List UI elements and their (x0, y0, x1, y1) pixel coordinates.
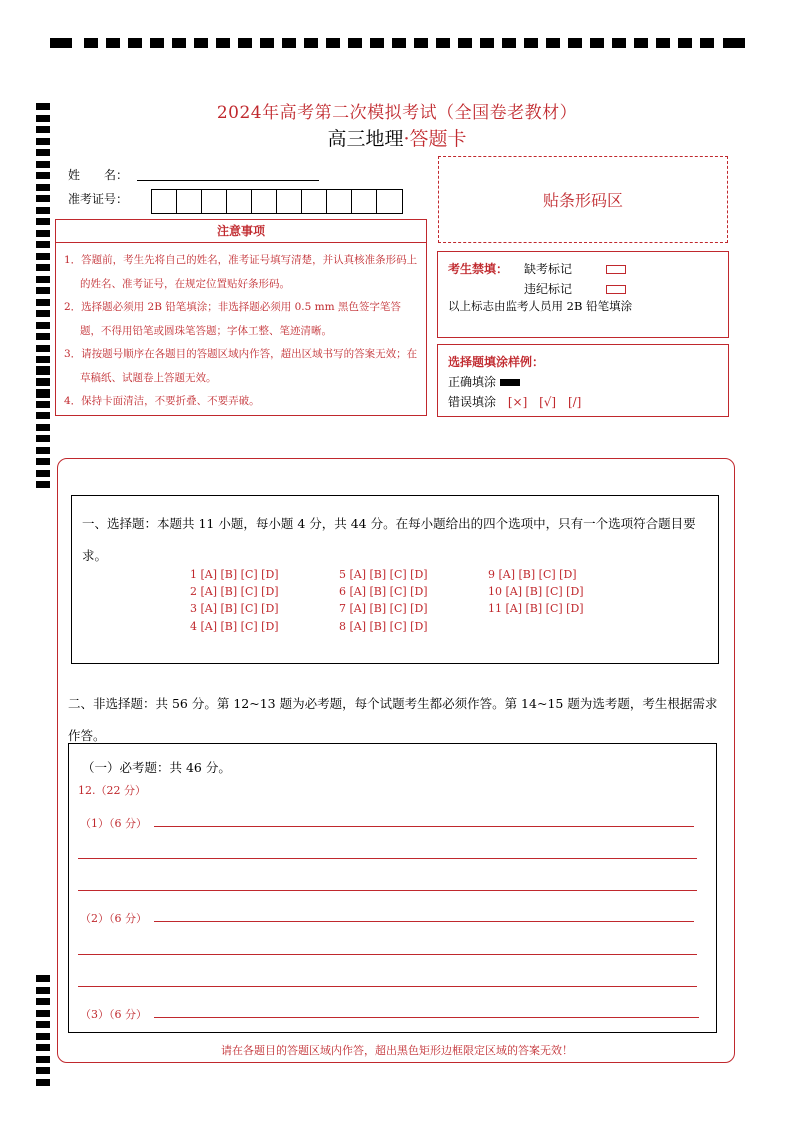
violation-label: 违纪标记 (524, 282, 573, 296)
timing-mark (36, 435, 50, 442)
mc-heading: 一、选择题：本题共 11 小题，每小题 4 分，共 44 分。在每小题给出的四个选项中，只有一个选项符合题目要求。 (82, 516, 696, 563)
exam-status-box (437, 251, 729, 338)
timing-mark (36, 195, 50, 202)
timing-mark (238, 38, 252, 48)
mc-question[interactable]: 5 [A] [B] [C] [D] (339, 568, 428, 581)
mc-question[interactable]: 7 [A] [B] [C] [D] (339, 602, 428, 615)
mc-question[interactable]: 1 [A] [B] [C] [D] (190, 568, 279, 581)
mc-question[interactable]: 6 [A] [B] [C] [D] (339, 585, 428, 598)
timing-mark (304, 38, 318, 48)
timing-mark (480, 38, 494, 48)
timing-mark (36, 378, 50, 385)
timing-mark (36, 172, 50, 179)
violation-checkbox[interactable] (606, 285, 626, 294)
id-label: 准考证号： (68, 192, 129, 206)
notice-item: 2．选择题必须用 2B 铅笔填涂；非选择题必须用 0.5 mm 黑色签字笔答题，不得用铅笔或圆珠笔答题；字体工整、笔迹清晰。 (64, 301, 401, 337)
notice-item: 1．答题前，考生先将自己的姓名，准考证号填写清楚，并认真核准条形码上的姓名、准考证号，在规定位置贴好条形码。 (64, 254, 418, 290)
timing-mark (36, 447, 50, 454)
timing-mark (50, 38, 72, 48)
timing-mark (36, 184, 50, 191)
timing-mark (36, 310, 50, 317)
timing-mark (36, 481, 50, 488)
required-title: （一）必考题：共 46 分。 (82, 760, 231, 775)
timing-mark (36, 412, 50, 419)
timing-mark (590, 38, 604, 48)
answer-line[interactable] (154, 826, 694, 827)
notice-title: 注意事项 (56, 220, 426, 243)
timing-mark (392, 38, 406, 48)
timing-mark (612, 38, 626, 48)
fill-sample-title: 选择题填涂样例： (448, 355, 545, 369)
timing-mark (282, 38, 296, 48)
mc-question[interactable]: 4 [A] [B] [C] [D] (190, 620, 279, 633)
name-label: 姓 名： (68, 168, 129, 182)
wrong-mark: [×] (507, 395, 528, 409)
timing-mark (546, 38, 560, 48)
timing-mark (36, 230, 50, 237)
timing-mark (36, 356, 50, 363)
timing-mark (414, 38, 428, 48)
timing-mark (326, 38, 340, 48)
id-number-boxes[interactable] (151, 189, 403, 214)
fill-sample-box (437, 344, 729, 417)
timing-mark (128, 38, 142, 48)
timing-mark (36, 345, 50, 352)
absent-checkbox[interactable] (606, 265, 626, 274)
timing-mark (678, 38, 692, 48)
timing-mark (36, 987, 50, 994)
mc-question[interactable]: 2 [A] [B] [C] [D] (190, 585, 279, 598)
mc-question[interactable]: 10 [A] [B] [C] [D] (488, 585, 584, 598)
absent-label: 缺考标记 (524, 262, 573, 276)
name-field[interactable] (137, 180, 319, 181)
timing-mark (36, 276, 50, 283)
timing-marks-top (50, 38, 745, 51)
timing-mark (36, 1067, 50, 1074)
timing-mark (370, 38, 384, 48)
q12-part-label: （1）（6 分） (80, 817, 147, 830)
exam-title: 2024年高考第二次模拟考试（全国卷老教材） (216, 103, 578, 123)
timing-mark (36, 322, 50, 329)
answer-line[interactable] (154, 921, 694, 922)
required-section-box (68, 743, 717, 1033)
timing-mark (36, 366, 50, 373)
footer-warning: 请在各题目的答题区域内作答，超出黑色矩形边框限定区域的答案无效！ (221, 1044, 573, 1057)
answer-line[interactable] (78, 986, 697, 987)
notice-box (55, 219, 427, 416)
mc-question[interactable]: 3 [A] [B] [C] [D] (190, 602, 279, 615)
timing-mark (36, 1021, 50, 1028)
timing-mark (36, 264, 50, 271)
timing-mark (194, 38, 208, 48)
timing-mark (36, 1079, 50, 1086)
notice-item: 4．保持卡面清洁，不要折叠、不要弄破。 (64, 395, 260, 407)
timing-mark (84, 38, 98, 48)
timing-mark (36, 998, 50, 1005)
timing-mark (723, 38, 745, 48)
q12-part-label: （3）（6 分） (80, 1008, 147, 1021)
timing-mark (106, 38, 120, 48)
answer-line[interactable] (78, 890, 697, 891)
timing-mark (36, 401, 50, 408)
timing-mark (260, 38, 274, 48)
exam-status-note: 以上标志由监考人员用 2B 铅笔填涂 (448, 299, 633, 313)
timing-mark (36, 218, 50, 225)
timing-mark (36, 424, 50, 431)
timing-mark (36, 470, 50, 477)
wrong-mark: [/] (567, 395, 582, 409)
timing-mark (36, 1010, 50, 1017)
timing-mark (36, 389, 50, 396)
exam-status-title: 考生禁填： (448, 262, 509, 276)
correct-fill-label: 正确填涂 (448, 375, 497, 389)
q12-part-label: （2）（6 分） (80, 912, 147, 925)
mc-question[interactable]: 8 [A] [B] [C] [D] (339, 620, 428, 633)
timing-mark (568, 38, 582, 48)
card-subtitle: 高三地理·答题卡 (327, 128, 467, 150)
timing-mark (36, 458, 50, 465)
timing-mark (700, 38, 714, 48)
timing-mark (458, 38, 472, 48)
timing-mark (216, 38, 230, 48)
timing-mark (172, 38, 186, 48)
timing-mark (36, 299, 50, 306)
answer-line[interactable] (78, 954, 697, 955)
timing-mark (36, 1033, 50, 1040)
notice-item: 3．请按题号顺序在各题目的答题区域内作答，超出区域书写的答案无效；在草稿纸、试题卷上答题无效。 (64, 348, 418, 384)
wrong-fill-label: 错误填涂 (448, 395, 497, 409)
barcode-area: 贴条形码区 (438, 156, 728, 243)
timing-mark (502, 38, 516, 48)
timing-mark (436, 38, 450, 48)
timing-mark (150, 38, 164, 48)
correct-fill-mark (500, 379, 520, 386)
timing-mark (36, 333, 50, 340)
timing-mark (36, 287, 50, 294)
timing-mark (36, 241, 50, 248)
timing-mark (36, 253, 50, 260)
timing-mark (348, 38, 362, 48)
timing-mark (36, 161, 50, 168)
nonmc-heading: 二、非选择题：共 56 分。第 12~13 题为必考题，每个试题考生都必须作答。第 14~15 题为选考题，考生根据需求作答。 (68, 696, 718, 743)
timing-mark (36, 207, 50, 214)
timing-mark (524, 38, 538, 48)
timing-mark (656, 38, 670, 48)
mc-question[interactable]: 11 [A] [B] [C] [D] (488, 602, 584, 615)
wrong-mark: [√] (539, 395, 557, 409)
answer-line[interactable] (78, 858, 697, 859)
timing-mark (634, 38, 648, 48)
q12-label: 12.（22 分） (78, 784, 146, 797)
timing-mark (36, 975, 50, 982)
mc-question[interactable]: 9 [A] [B] [C] [D] (488, 568, 577, 581)
answer-line[interactable] (154, 1017, 699, 1018)
